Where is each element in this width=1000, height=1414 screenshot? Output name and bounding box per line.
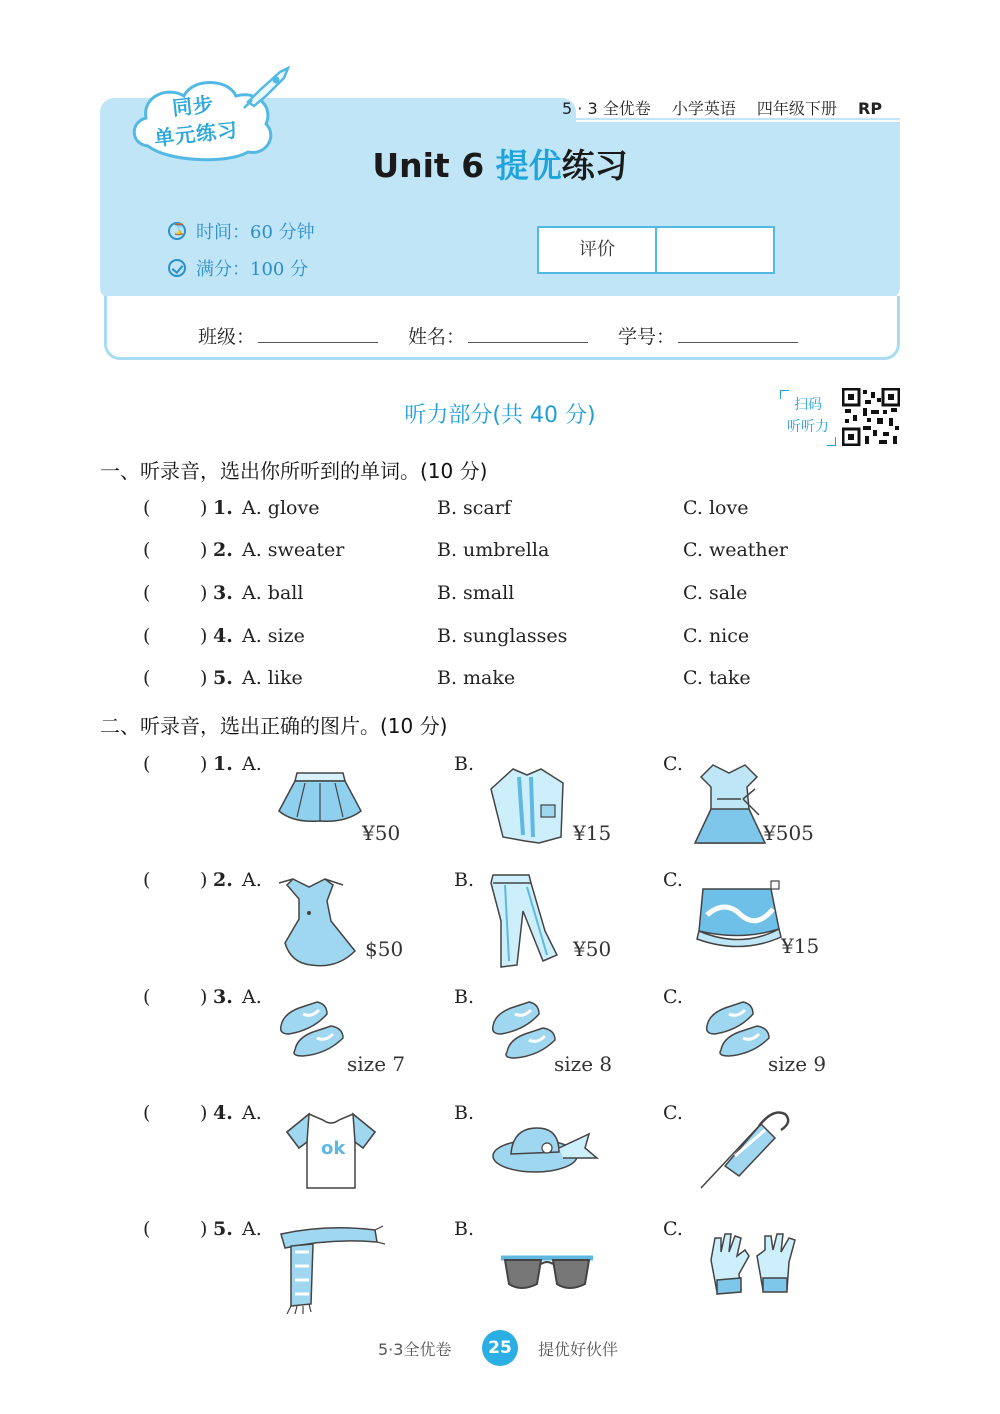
price-caption: $50: [365, 937, 404, 961]
pants-icon[interactable]: [483, 871, 563, 971]
answer-paren-close: ): [200, 869, 208, 891]
badge-line2: 单元练习: [153, 117, 240, 151]
name-label: 姓名：: [408, 326, 466, 348]
picture-question-row: [143, 1218, 903, 1328]
scan-label: [780, 390, 836, 446]
question-number: 5.: [213, 1218, 233, 1240]
scarf-icon[interactable]: [277, 1222, 387, 1314]
book-edition: RP: [858, 99, 883, 118]
option-a[interactable]: A. ball: [242, 582, 304, 604]
answer-paren-open[interactable]: (: [143, 753, 151, 775]
book-series: 5 · 3 全优卷: [562, 99, 651, 118]
option-c[interactable]: C. take: [683, 667, 751, 689]
option-b-label[interactable]: B.: [454, 869, 475, 891]
question-number: 5.: [213, 667, 233, 689]
picture-question-row: [143, 986, 903, 1096]
question-number: 1.: [213, 497, 233, 519]
option-b-label[interactable]: B.: [454, 1218, 475, 1240]
book-meta: [562, 96, 882, 119]
option-c-label[interactable]: C.: [663, 753, 683, 775]
size-caption: size 9: [768, 1052, 827, 1076]
dress-icon[interactable]: [683, 759, 775, 851]
evaluation-field[interactable]: [657, 228, 773, 272]
hat-icon[interactable]: [489, 1118, 599, 1176]
header-rule: [556, 118, 900, 120]
answer-paren-open[interactable]: (: [143, 625, 151, 647]
tshirt-print: ok: [321, 1138, 346, 1159]
option-c[interactable]: C. nice: [683, 625, 750, 647]
answer-paren-close: ): [200, 667, 208, 689]
footer-slogan: 提优好伙伴: [538, 1340, 619, 1359]
option-c[interactable]: C. love: [683, 497, 749, 519]
question-number: 4.: [213, 1102, 233, 1124]
option-a[interactable]: A. glove: [242, 497, 320, 519]
option-a-label[interactable]: A.: [242, 1218, 262, 1240]
option-c[interactable]: C. weather: [683, 539, 788, 561]
word-question-row: [143, 625, 903, 655]
option-a[interactable]: A. like: [242, 667, 303, 689]
word-question-row: [143, 497, 903, 527]
rocket-icon: [240, 66, 292, 110]
price-caption: ¥505: [763, 821, 814, 845]
option-b[interactable]: B. make: [437, 667, 516, 689]
answer-paren-open[interactable]: (: [143, 497, 151, 519]
title-prefix: Unit 6: [372, 146, 496, 185]
number-field[interactable]: [678, 342, 798, 343]
skirt-icon[interactable]: [695, 879, 791, 951]
answer-paren-open[interactable]: (: [143, 869, 151, 891]
option-b-label[interactable]: B.: [454, 753, 475, 775]
option-b[interactable]: B. sunglasses: [437, 625, 568, 647]
option-c-label[interactable]: C.: [663, 986, 683, 1008]
answer-paren-close: ): [200, 625, 208, 647]
answer-paren-close: ): [200, 497, 208, 519]
option-a-label[interactable]: A.: [242, 986, 262, 1008]
price-caption: ¥15: [781, 934, 820, 958]
part2-heading: 二、听录音，选出正确的图片。(10 分): [100, 714, 448, 738]
option-a[interactable]: A. size: [242, 625, 305, 647]
badge-line1: 同步: [171, 91, 216, 121]
question-number: 1.: [213, 753, 233, 775]
time-text: 时间：60 分钟: [196, 222, 315, 243]
class-field[interactable]: [258, 342, 378, 343]
name-field[interactable]: [468, 342, 588, 343]
book-grade: 四年级下册: [756, 99, 837, 118]
answer-paren-close: ): [200, 986, 208, 1008]
size-caption: size 8: [554, 1052, 613, 1076]
answer-paren-close: ): [200, 1102, 208, 1124]
size-caption: size 7: [347, 1052, 406, 1076]
book-subject: 小学英语: [671, 99, 736, 118]
option-b-label[interactable]: B.: [454, 986, 475, 1008]
score-text: 满分：100 分: [196, 259, 309, 280]
word-question-row: [143, 539, 903, 569]
option-c-label[interactable]: C.: [663, 869, 683, 891]
word-question-row: [143, 667, 903, 697]
page-number: 25: [482, 1330, 518, 1366]
picture-question-row: [143, 1102, 903, 1212]
gloves-icon[interactable]: [705, 1230, 801, 1300]
option-a-label[interactable]: A.: [242, 753, 262, 775]
umbrella-icon[interactable]: [695, 1104, 795, 1194]
qr-code-icon[interactable]: [842, 388, 900, 446]
dress-icon[interactable]: [271, 873, 371, 971]
scan-line2: 听听力: [787, 419, 829, 435]
option-c[interactable]: C. sale: [683, 582, 748, 604]
sunglasses-icon[interactable]: [497, 1248, 597, 1294]
answer-paren-close: ): [200, 753, 208, 775]
shoes-icon[interactable]: [703, 996, 783, 1058]
question-number: 3.: [213, 582, 233, 604]
shirt-icon[interactable]: [483, 765, 573, 845]
footer-series: 5·3全优卷: [378, 1340, 452, 1359]
answer-paren-open[interactable]: (: [143, 582, 151, 604]
price-caption: ¥50: [362, 821, 401, 845]
picture-question-row: [143, 753, 903, 863]
check-icon: [168, 259, 186, 277]
option-a-label[interactable]: A.: [242, 1102, 262, 1124]
title-highlight: 提优: [495, 146, 562, 185]
time-limit: [168, 218, 315, 244]
option-b[interactable]: B. umbrella: [437, 539, 550, 561]
answer-paren-open[interactable]: (: [143, 1218, 151, 1240]
option-c-label[interactable]: C.: [663, 1218, 683, 1240]
class-label: 班级：: [198, 326, 256, 348]
skirt-icon[interactable]: [275, 767, 365, 831]
question-number: 3.: [213, 986, 233, 1008]
option-b[interactable]: B. scarf: [437, 497, 511, 519]
answer-paren-open[interactable]: (: [143, 986, 151, 1008]
question-number: 2.: [213, 869, 233, 891]
price-caption: ¥50: [573, 937, 612, 961]
listening-section-title: 听力部分(共 40 分): [404, 403, 596, 428]
title-suffix: 练习: [561, 146, 628, 185]
shoes-icon[interactable]: [277, 996, 357, 1058]
clock-icon: [168, 222, 186, 240]
answer-paren-open[interactable]: (: [143, 1102, 151, 1124]
option-a[interactable]: A. sweater: [242, 539, 345, 561]
part1-heading: 一、听录音，选出你所听到的单词。(10 分): [100, 459, 488, 483]
option-a-label[interactable]: A.: [242, 869, 262, 891]
scan-line1: 扫码: [794, 397, 822, 413]
answer-paren-close: ): [200, 582, 208, 604]
page-title: [0, 140, 1000, 187]
price-caption: ¥15: [573, 821, 612, 845]
answer-paren-close: ): [200, 1218, 208, 1240]
question-number: 2.: [213, 539, 233, 561]
option-c-label[interactable]: C.: [663, 1102, 683, 1124]
option-b[interactable]: B. small: [437, 582, 515, 604]
evaluation-label: 评价: [539, 228, 657, 272]
word-question-row: [143, 582, 903, 612]
evaluation-box: [537, 226, 775, 274]
number-label: 学号：: [618, 326, 676, 348]
answer-paren-open[interactable]: (: [143, 667, 151, 689]
full-score: [168, 255, 308, 281]
question-number: 4.: [213, 625, 233, 647]
answer-paren-close: ): [200, 539, 208, 561]
picture-question-row: [143, 869, 903, 979]
answer-paren-open[interactable]: (: [143, 539, 151, 561]
option-b-label[interactable]: B.: [454, 1102, 475, 1124]
